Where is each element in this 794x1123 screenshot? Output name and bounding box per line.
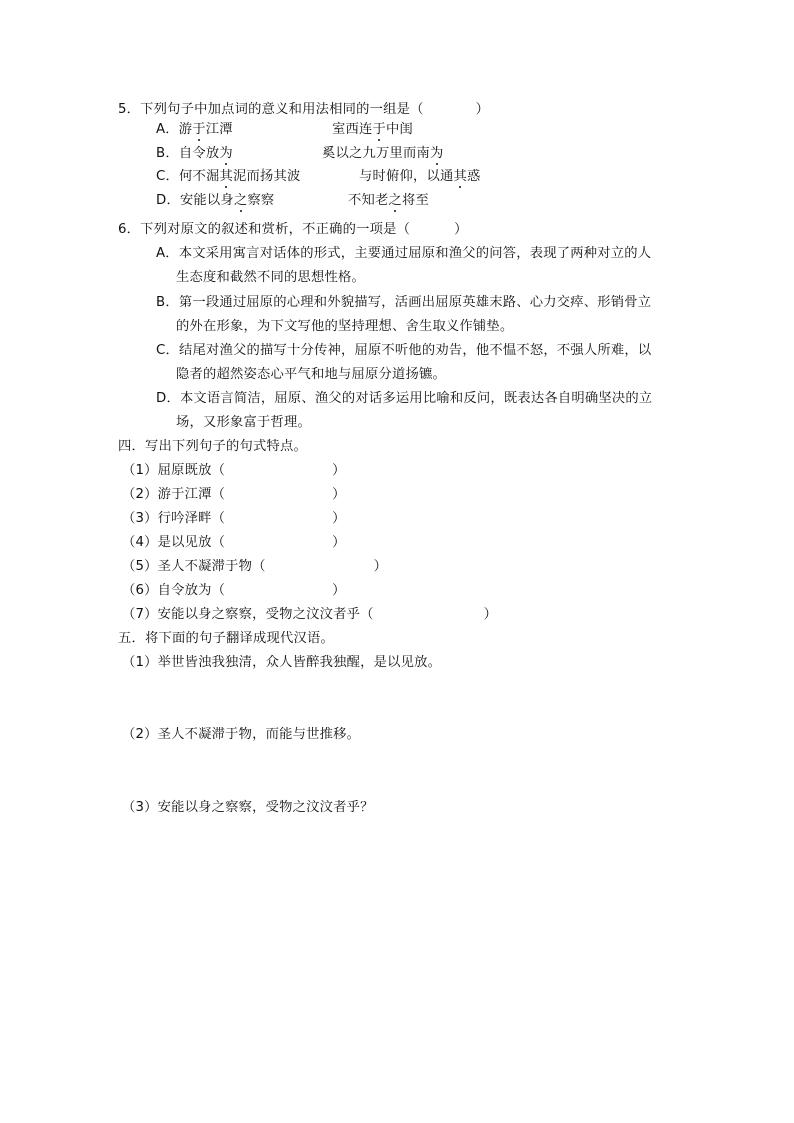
q5-option-b[interactable]: B．自令放为 — [156, 146, 233, 161]
q6-stem: 6．下列对原文的叙述和赏析，不正确的一项是（ ） — [118, 222, 468, 237]
s4-item-2: （2）游于江潭（ ） — [122, 487, 346, 502]
q5-option-c-right: 与时俯仰，以通其惑 — [359, 169, 481, 184]
s4-item-3: （3）行吟泽畔（ ） — [122, 511, 346, 526]
q6-option-d-cont: 场，又形象富于哲理。 — [176, 415, 311, 430]
q6-option-b-cont: 的外在形象，为下文写他的坚持理想、舍生取义作铺垫。 — [176, 319, 514, 334]
s4-item-5: （5）圣人不凝滞于物（ ） — [122, 559, 388, 574]
s4-item-1: （1）屈原既放（ ） — [122, 463, 346, 478]
q6-option-c-cont: 隐者的超然姿态心平气和地与屈原分道扬镳。 — [176, 367, 446, 382]
section-4-heading: 四．写出下列句子的句式特点。 — [118, 439, 307, 454]
s4-item-4: （4）是以见放（ ） — [122, 535, 346, 550]
q5-option-b-right: 奚以之九万里而南为 — [322, 146, 444, 161]
s5-item-2: （2）圣人不凝滞于物，而能与世推移。 — [122, 727, 361, 742]
q6-option-a[interactable]: A．本文采用寓言对话体的形式，主要通过屈原和渔父的问答，表现了两种对立的人 — [156, 246, 652, 261]
q5-option-a-right: 室西连于中闺 — [332, 122, 413, 137]
q5-option-a[interactable]: A．游于江潭 — [156, 122, 233, 137]
s5-item-3: （3）安能以身之察察，受物之汶汶者乎？ — [122, 800, 374, 815]
q5-option-d-right: 不知老之将至 — [348, 193, 429, 208]
s5-item-1: （1）举世皆浊我独清，众人皆醉我独醒，是以见放。 — [122, 655, 442, 670]
section-5-heading: 五．将下面的句子翻译成现代汉语。 — [118, 631, 334, 646]
q6-option-a-cont: 生态度和截然不同的思想性格。 — [176, 270, 365, 285]
q5-stem: 5．下列句子中加点词的意义和用法相同的一组是（ ） — [118, 102, 490, 117]
q6-option-b[interactable]: B．第一段通过屈原的心理和外貌描写，活画出屈原英雄末路、心力交瘁、形销骨立 — [156, 295, 652, 310]
q5-option-d[interactable]: D．安能以身之察察 — [156, 193, 275, 208]
s4-item-7: （7）安能以身之察察，受物之汶汶者乎（ ） — [122, 607, 498, 622]
q6-option-d[interactable]: D．本文语言简洁，屈原、渔父的对话多运用比喻和反问，既表达各自明确坚决的立 — [156, 391, 653, 406]
s4-item-6: （6）自令放为（ ） — [122, 583, 346, 598]
q6-option-c[interactable]: C．结尾对渔父的描写十分传神，屈原不听他的劝告，他不愠不怒，不强人所难，以 — [156, 343, 652, 358]
q5-option-c[interactable]: C．何不淈其泥而扬其波 — [156, 169, 301, 184]
